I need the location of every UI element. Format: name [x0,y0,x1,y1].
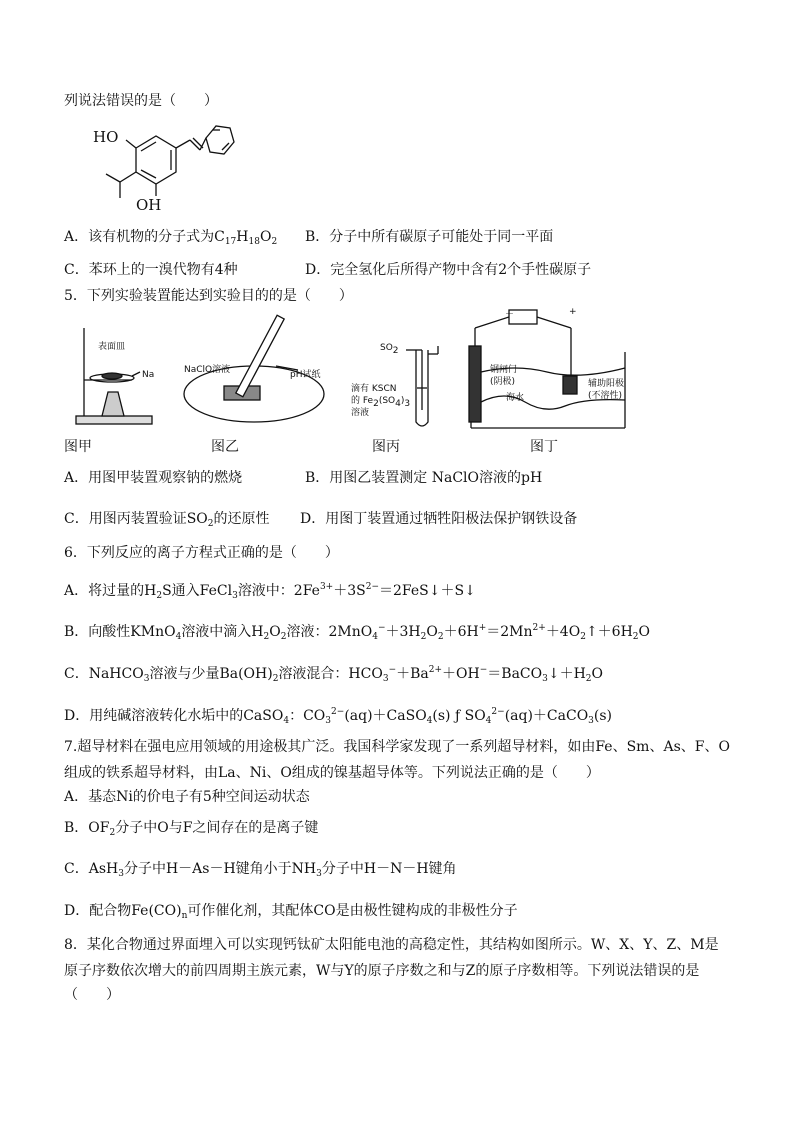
q5-stem: 5．下列实验装置能达到实验目的的是（ ） [64,288,353,304]
q5-option-a[interactable]: A．用图甲装置观察钠的燃烧 [64,470,243,486]
q5-option-d[interactable]: D．用图丁装置通过牺牲阳极法保护钢铁设备 [300,511,578,527]
oh-label: OH [136,196,162,214]
q4-option-a[interactable]: A．该有机物的分子式为$C_{17}H_{18}O_2$ [64,229,278,247]
q6-option-a[interactable]: A．将过量的$H_2S$通入FeCl$_3$溶液中：$2Fe^{3+}+3S^{2-}=2FeS↓+S↓$ [64,582,476,601]
ho-label: HO [93,128,119,146]
gate-label-1: 钢闸门 [490,365,518,375]
q6-stem: 6．下列反应的离子方程式正确的是（ ） [64,545,339,561]
so2-label: $SO_2$ [380,343,399,356]
q5-option-c[interactable]: C．用图丙装置验证$SO_2$的还原性 [64,511,270,529]
q6-option-d[interactable]: D．用纯碱溶液转化水垢中的CaSO$_4$：$CO_3^{2-}(aq)+CaSO_4(s)$ ƒ $SO_4^{2-}(aq)+CaCO_3(s)$ [64,707,613,726]
fig-yi-caption: 图乙 [211,439,239,455]
anode-label-1: 辅助阳极 [588,379,625,389]
reagent-label-3: 溶液 [351,408,370,418]
minus-terminal: － [505,310,515,320]
q8-stem-line2: 原子序数依次增大的前四周期主族元素，W与Y的原子序数之和与Z的原子序数相等。下列说法错误的是 [64,963,700,979]
q4-stem-tail: 列说法错误的是（ ） [64,93,218,109]
q4-option-c[interactable]: C．苯环上的一溴代物有4种 [64,262,238,278]
dish-label: 表面皿 [98,342,126,352]
q7-option-b[interactable]: B．$OF_2$分子中O与F之间存在的是离子键 [64,820,319,838]
sea-label: 海水 [506,393,525,403]
q7-option-c[interactable]: C．AsH$_3$分子中H－As－H键角小于$NH_3$分子中H－N－H键角 [64,861,457,879]
q6-option-c[interactable]: C．NaHCO$_3$溶液与少量$Ba(OH)_2$溶液混合：$HCO_3^-+Ba^{2+}+OH^-=BaCO_3↓+H_2O$ [64,665,604,684]
q7-option-a[interactable]: A．基态Ni的价电子有5种空间运动状态 [64,789,310,805]
q4-option-b[interactable]: B．分子中所有碳原子可能处于同一平面 [305,229,554,245]
ph-paper-label: pH试纸 [290,370,321,380]
q7-stem-line2: 组成的铁系超导材料，由La、Ni、O组成的镍基超导体等。下列说法正确的是（ ） [64,765,600,781]
q5-option-b[interactable]: B．用图乙装置测定 NaClO溶液的pH [305,470,543,486]
fig-jia-burning-apparatus [62,320,172,432]
fig-jia-caption: 图甲 [64,439,92,455]
reagent-label-1: 滴有 KSCN [351,384,397,394]
q4-option-d[interactable]: D．完全氢化后所得产物中含有2个手性碳原子 [305,262,592,278]
plus-terminal: + [569,307,577,317]
fig-bing-so2-tube [396,340,446,432]
fig-ding-cathodic-protection [455,306,635,434]
gate-label-2: (阴极) [490,377,516,387]
na-label: Na [142,370,155,380]
q8-stem-line1: 8．某化合物通过界面埋入可以实现钙钛矿太阳能电池的高稳定性，其结构如图所示。W、X、Y、Z、M是 [64,937,719,953]
anode-label-2: (不溶性) [588,391,623,401]
fig-ding-caption: 图丁 [530,439,558,455]
q7-stem-line1: 7.超导材料在强电应用领域的用途极其广泛。我国科学家发现了一系列超导材料，如由Fe、Sm、As、F、O [64,739,730,755]
fig-bing-caption: 图丙 [372,439,400,455]
q7-option-d[interactable]: D．配合物$Fe(CO)_n$可作催化剂，其配体CO是由极性键构成的非极性分子 [64,903,518,921]
reagent-label-2: 的 $Fe_2(SO_4)_3$ [351,396,411,409]
q6-option-b[interactable]: B．向酸性KMnO$_4$溶液中滴入$H_2O_2$溶液：$2MnO_4^-+3H_2O_2+6H^+=2Mn^{2+}+4O_2↑+6H_2O$ [64,623,651,642]
q8-stem-line3: （ ） [64,987,120,1003]
naclo-label: NaClO溶液 [184,365,231,375]
